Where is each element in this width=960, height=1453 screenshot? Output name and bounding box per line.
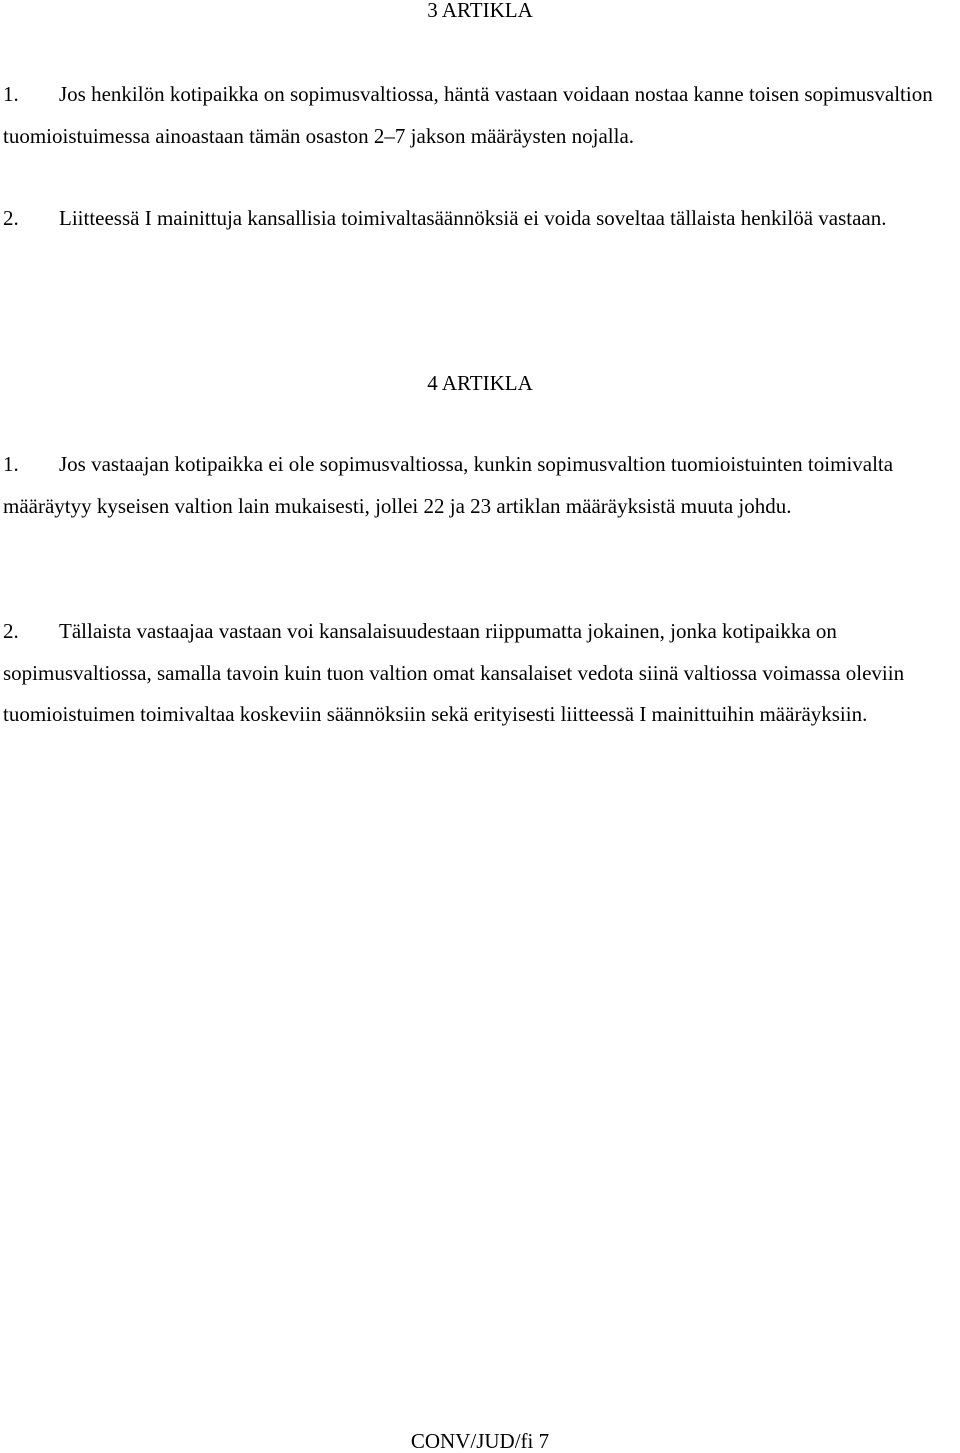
article-4-heading: 4 ARTIKLA [427, 371, 533, 395]
article-3-heading: 3 ARTIKLA [427, 0, 533, 22]
document-reference-footer: CONV/JUD/fi 7 [410, 1429, 550, 1453]
paragraph-number: 1. [3, 82, 19, 106]
paragraph-text: Jos henkilön kotipaikka on sopimusvaltiossa, häntä vastaan voidaan nostaa kanne toisen sopimusvaltion tuomioistuimessa ainoastaan tämän osaston 2–7 jakson määräysten nojalla. [3, 82, 933, 148]
article-3-paragraph-1 [3, 74, 960, 157]
paragraph-text: Jos vastaajan kotipaikka ei ole sopimusvaltiossa, kunkin sopimusvaltion tuomioistuinten toimivalta määräytyy kyseisen valtion lain mukaisesti, jollei 22 ja 23 artiklan määräyksistä muuta johdu. [3, 452, 894, 518]
article-4-paragraph-2 [3, 611, 960, 736]
paragraph-text: Liitteessä I mainittuja kansallisia toimivaltasäännöksiä ei voida soveltaa tällaista henkilöä vastaan. [59, 206, 887, 230]
paragraph-number: 2. [3, 619, 19, 643]
paragraph-text: Tällaista vastaajaa vastaan voi kansalaisuudestaan riippumatta jokainen, jonka kotipaikka on sopimusvaltiossa, samalla tavoin kuin tuon valtion omat kansalaiset vedota siinä valtiossa voimassa oleviin tuomioistuimen toimivaltaa koskeviin säännöksiin sekä erityisesti liitteessä I mainittuihin määräyksiin. [3, 619, 905, 726]
article-3-paragraph-2 [3, 198, 960, 240]
article-4-paragraph-1 [3, 444, 960, 527]
paragraph-number: 1. [3, 452, 19, 476]
paragraph-number: 2. [3, 206, 19, 230]
